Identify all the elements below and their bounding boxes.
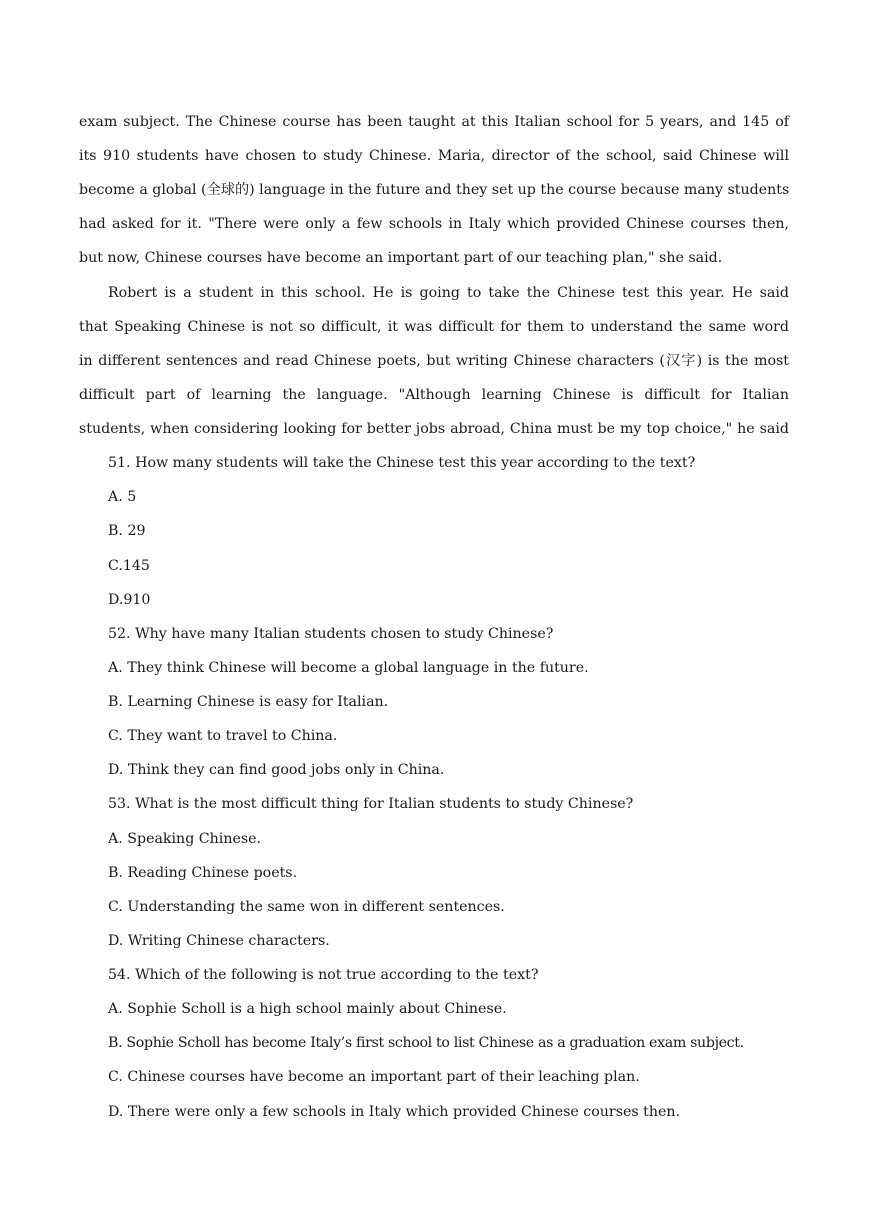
- answer-option: D.910: [108, 592, 151, 608]
- answer-option: A. Speaking Chinese.: [108, 831, 262, 847]
- question-stem: 51. How many students will take the Chinese test this year according to the text?: [108, 455, 696, 471]
- passage-line: had asked for it. "There were only a few schools in Italy which provided Chinese courses then,: [79, 216, 789, 232]
- passage-line: but now, Chinese courses have become an important part of our teaching plan," she said.: [79, 250, 723, 266]
- answer-option: B. Learning Chinese is easy for Italian.: [108, 694, 389, 710]
- answer-option: D. There were only a few schools in Italy which provided Chinese courses then.: [108, 1104, 681, 1120]
- question-stem: 53. What is the most difficult thing for Italian students to study Chinese?: [108, 796, 634, 812]
- passage-line: that Speaking Chinese is not so difficult, it was difficult for them to understand the same word: [79, 319, 789, 335]
- passage-line: students, when considering looking for better jobs abroad, China must be my top choice," he said: [79, 421, 789, 437]
- passage-line: difficult part of learning the language. "Although learning Chinese is difficult for Italian: [79, 387, 789, 403]
- answer-option: D. Think they can find good jobs only in China.: [108, 762, 445, 778]
- answer-option: A. Sophie Scholl is a high school mainly about Chinese.: [108, 1001, 507, 1017]
- answer-option: A. They think Chinese will become a global language in the future.: [108, 660, 589, 676]
- passage-line: Robert is a student in this school. He is going to take the Chinese test this year. He said: [108, 285, 789, 301]
- passage-line: exam subject. The Chinese course has been taught at this Italian school for 5 years, and 145 of: [79, 114, 789, 130]
- answer-option: C. Chinese courses have become an important part of their leaching plan.: [108, 1069, 640, 1085]
- answer-option: B. 29: [108, 523, 146, 539]
- passage-line: its 910 students have chosen to study Chinese. Maria, director of the school, said Chinese will: [79, 148, 789, 164]
- answer-option: B. Reading Chinese poets.: [108, 865, 298, 881]
- answer-option: C.145: [108, 558, 150, 574]
- question-stem: 52. Why have many Italian students chosen to study Chinese?: [108, 626, 554, 642]
- answer-option: C. They want to travel to China.: [108, 728, 338, 744]
- answer-option: A. 5: [108, 489, 137, 505]
- answer-option: D. Writing Chinese characters.: [108, 933, 330, 949]
- answer-option: B. Sophie Scholl has become Italy’s first school to list Chinese as a graduation exam subject.: [108, 1035, 744, 1051]
- question-stem: 54. Which of the following is not true according to the text?: [108, 967, 539, 983]
- answer-option: C. Understanding the same won in different sentences.: [108, 899, 505, 915]
- passage-line: become a global (全球的) language in the future and they set up the course because many students: [79, 182, 790, 198]
- passage-line: in different sentences and read Chinese poets, but writing Chinese characters (汉字) is the most: [79, 353, 789, 369]
